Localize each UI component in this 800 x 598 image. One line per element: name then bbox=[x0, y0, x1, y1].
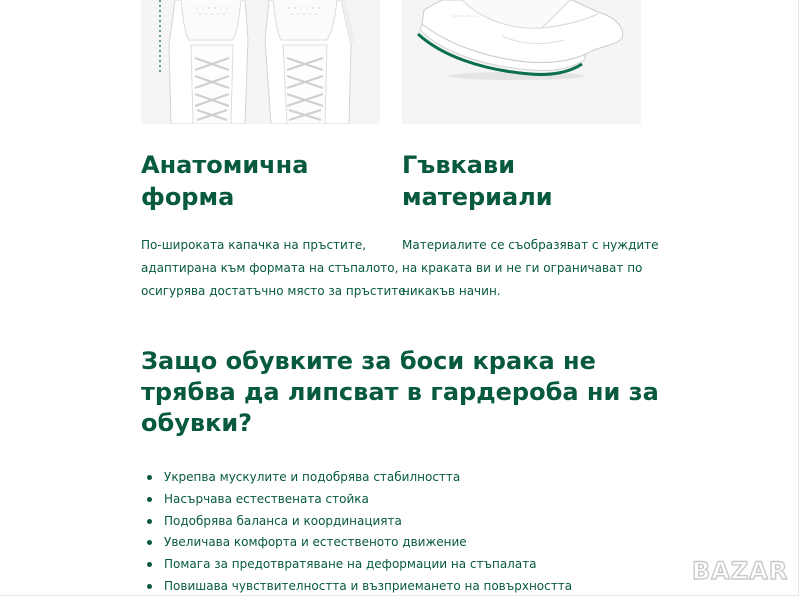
list-item bbox=[147, 511, 572, 533]
white-sneakers-top-view-image bbox=[141, 0, 380, 124]
list-item bbox=[147, 467, 572, 489]
feature-title-line: Анатомична bbox=[141, 151, 309, 179]
list-item bbox=[147, 532, 572, 554]
svg-text:~~~~~~: ~~~~~~ bbox=[452, 14, 478, 20]
feature-description-line: адаптирана към формата на стъпалото, bbox=[141, 261, 399, 275]
benefits-list bbox=[147, 467, 572, 598]
list-item-text: Подобрява баланса и координацията bbox=[164, 513, 402, 528]
heading-line: трябва да липсват в гардероба ни за bbox=[141, 378, 659, 406]
feature-description-line: По-широката капачка на пръстите, bbox=[141, 238, 367, 252]
list-item-text: Увеличава комфорта и естественото движение bbox=[164, 535, 467, 550]
feature-image-anatomical bbox=[141, 0, 380, 124]
feature-description-line: на краката ви и не ги ограничават по bbox=[402, 261, 643, 275]
feature-title-line: Гъвкави bbox=[402, 151, 516, 179]
list-item bbox=[147, 554, 572, 576]
watermark-text: BAZAR bbox=[692, 557, 789, 585]
bullet-icon bbox=[147, 497, 152, 502]
feature-title-flexible bbox=[402, 149, 553, 213]
feature-description-line: Материалите се съобразяват с нуждите bbox=[402, 238, 659, 252]
heading-line: обувки? bbox=[141, 409, 253, 437]
bullet-icon bbox=[147, 519, 152, 524]
bazar-watermark bbox=[690, 552, 790, 586]
list-item-text: Повишава чувствителността и възприемането на повърхността bbox=[164, 578, 573, 593]
feature-description-flexible bbox=[402, 234, 659, 303]
heading-line: Защо обувките за боси крака не bbox=[141, 347, 596, 375]
feature-title-line: материали bbox=[402, 183, 553, 211]
feature-description-line: осигурява достатъчно място за пръстите. bbox=[141, 284, 410, 298]
list-item-text: Насърчава естествената стойка bbox=[164, 491, 369, 506]
bazar-logo-icon bbox=[690, 552, 790, 586]
bullet-icon bbox=[147, 540, 152, 545]
feature-image-flexible bbox=[402, 0, 641, 124]
list-item-text: Помага за предотвратяване на деформации на стъпалата bbox=[164, 557, 537, 572]
feature-title-anatomical bbox=[141, 149, 308, 213]
feature-title-line: форма bbox=[141, 183, 235, 211]
list-item bbox=[147, 489, 572, 511]
list-item bbox=[147, 576, 572, 598]
feature-description-anatomical bbox=[141, 234, 409, 303]
bullet-icon bbox=[147, 475, 152, 480]
white-sneaker-side-view-image bbox=[402, 0, 641, 124]
why-section-heading bbox=[141, 346, 659, 439]
feature-description-line: никакъв начин. bbox=[402, 284, 501, 298]
list-item-text: Укрепва мускулите и подобрява стабилността bbox=[164, 470, 461, 484]
bullet-icon bbox=[147, 562, 152, 567]
bullet-icon bbox=[147, 584, 152, 589]
